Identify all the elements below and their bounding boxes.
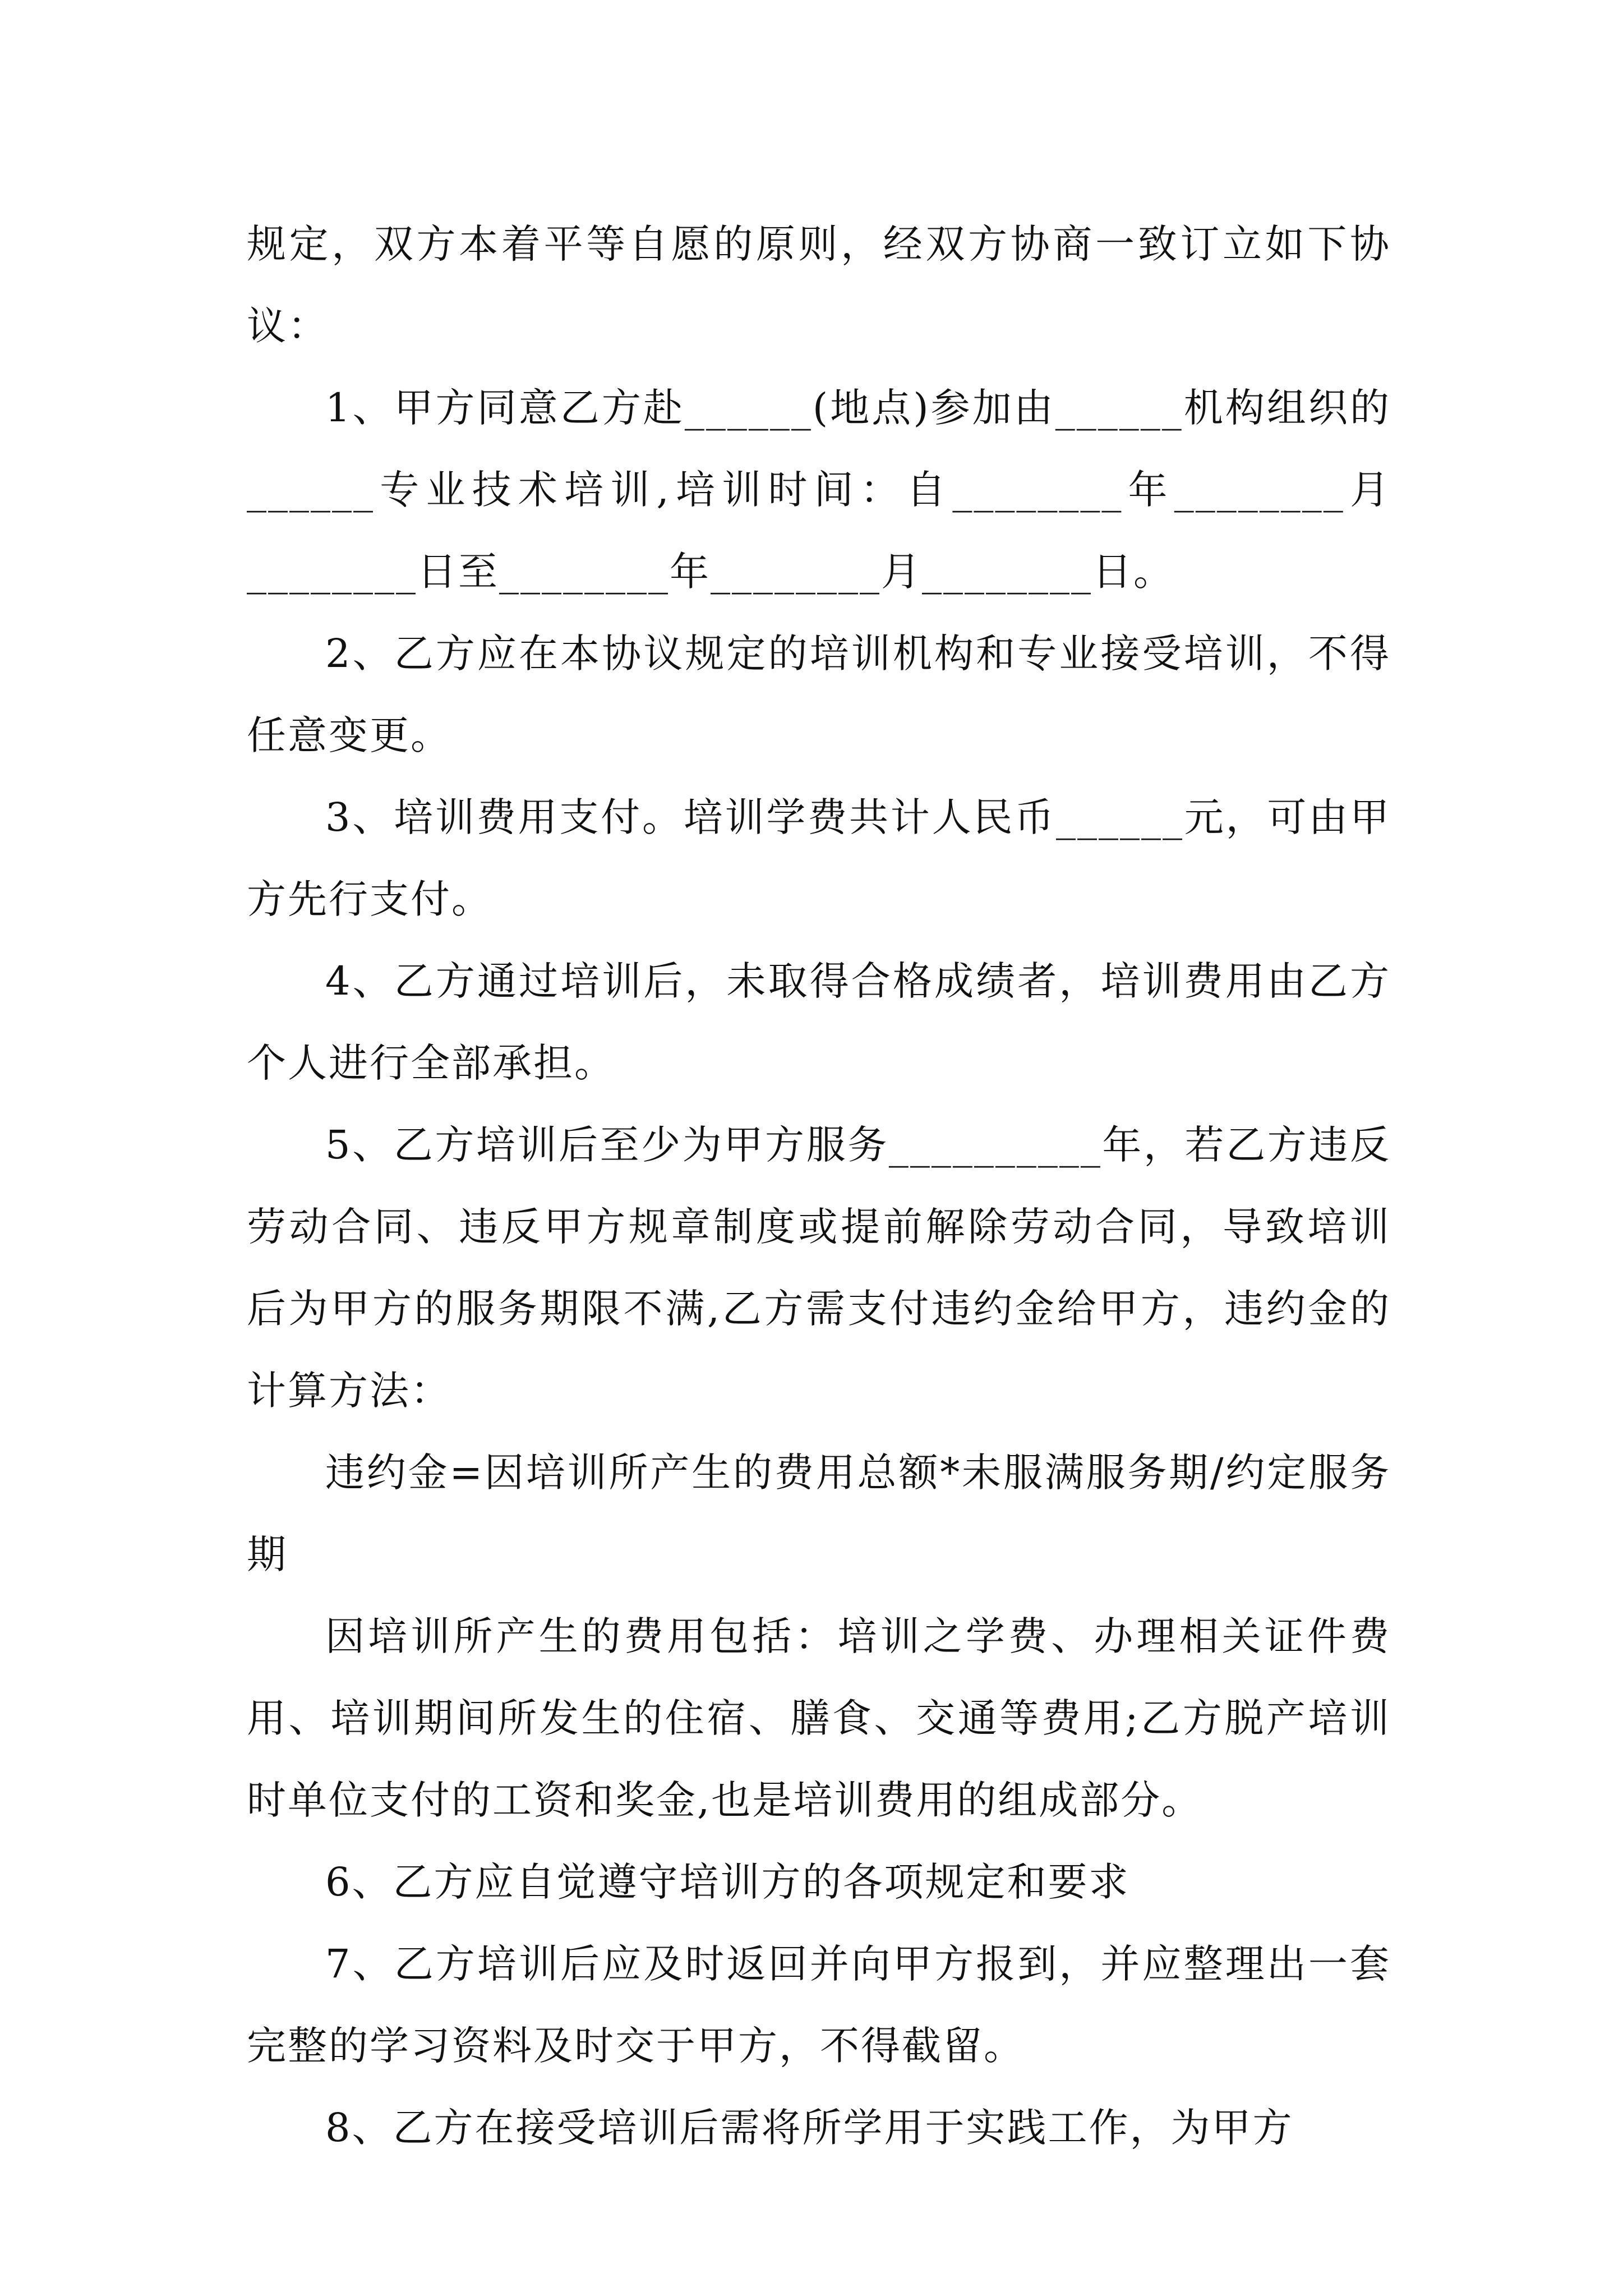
- paragraph-clause-8: 8、乙方在接受培训后需将所学用于实践工作，为甲方: [325, 2105, 1294, 2151]
- paragraph-clause-5: 5、乙方培训后至少为甲方服务__________年，若乙方违反劳动合同、违反甲方规章制度或提前解除劳动合同，导致培训后为甲方的服务期限不满,乙方需支付违约金给甲方，违约金的计算方法：: [247, 1122, 1391, 1414]
- paragraph-intro: 规定，双方本着平等自愿的原则，经双方协商一致订立如下协议：: [247, 221, 1391, 349]
- paragraph-clause-7: 7、乙方培训后应及时返回并向甲方报到，并应整理出一套完整的学习资料及时交于甲方，不得截留。: [247, 1941, 1391, 2069]
- document-body: [247, 203, 1391, 2169]
- paragraph-clause-3: 3、培训费用支付。培训学费共计人民币______元，可由甲方先行支付。: [247, 794, 1391, 922]
- paragraph-clause-4: 4、乙方通过培训后，未取得合格成绩者，培训费用由乙方个人进行全部承担。: [247, 958, 1391, 1086]
- paragraph-penalty-formula: 违约金=因培训所产生的费用总额*未服满服务期/约定服务期: [247, 1450, 1391, 1577]
- paragraph-clause-2: 2、乙方应在本协议规定的培训机构和专业接受培训，不得任意变更。: [247, 631, 1391, 758]
- paragraph-clause-1: 1、甲方同意乙方赴______(地点)参加由______机构组织的______专业技术培训,培训时间：自________年________月________日至________年________月________日。: [247, 385, 1391, 595]
- paragraph-clause-6: 6、乙方应自觉遵守培训方的各项规定和要求: [325, 1859, 1130, 1905]
- paragraph-cost-definition: 因培训所产生的费用包括：培训之学费、办理相关证件费用、培训期间所发生的住宿、膳食、交通等费用;乙方脱产培训时单位支付的工资和奖金,也是培训费用的组成部分。: [247, 1613, 1391, 1823]
